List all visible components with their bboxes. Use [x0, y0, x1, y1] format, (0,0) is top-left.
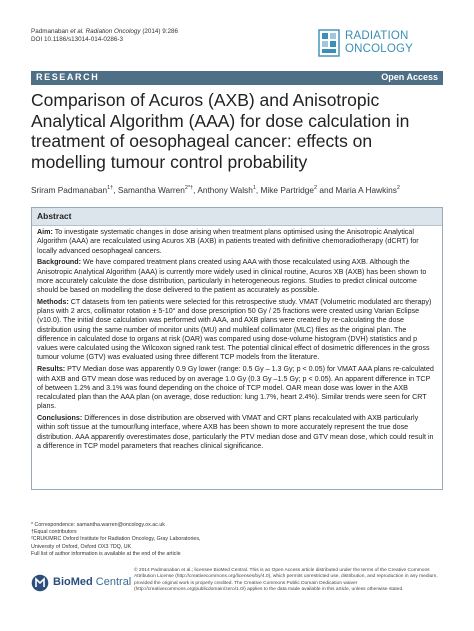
biomed-central-logo-icon — [31, 574, 49, 592]
author-name[interactable]: Samantha Warren — [117, 184, 185, 195]
correspondence-note[interactable]: * Correspondence: samantha.warren@oncology.ox.ac.uk — [31, 522, 165, 528]
section-text: CT datasets from ten patients were selected for this retrospective study. VMAT (Volumetric modulated arc therapy) plans with 2 arcs, collimator rotation ± 5-10° and dose prescription 50 Gy / 25 fractions were created using Varian Eclipse (v10.0). The initial dose calculation was performed with AAA, and AXB plans were created by re-calculating the dose distribution using the same number of monitor units (MU) and multileaf collimator (MLC) files as the original plan. The difference in calculated dose to organs at risk (OAR) was compared using dose-volume histogram (DVH) statistics and p values were calculated using the Wilcoxon signed rank test. The potential clinical effect of dosimetric differences in the gross tumour volume (GTV) was evaluated using three different TCP models from the literature. — [37, 297, 432, 362]
abstract-methods — [37, 298, 437, 363]
publisher-bold: BioMed — [53, 576, 93, 588]
affiliation-note: ²CRUK/MRC Oxford Institute for Radiation Oncology, Gray Laboratories, — [31, 536, 201, 543]
abstract-results — [37, 365, 437, 411]
publisher-logo[interactable] — [31, 573, 131, 595]
author-name[interactable]: Anthony Walsh — [197, 184, 253, 195]
author-affiliation: 1 — [252, 185, 256, 191]
abstract-body — [37, 228, 437, 454]
author-list: Sriram Padmanaban$^{1\dagger}$, Samantha Warren$^{2*\dagger}$, Anthony Walsh$^1$, Mike Partridge$^2$ and Maria A Hawkins$^2$ — [31, 184, 400, 195]
citation-block — [31, 28, 178, 44]
abstract-aim — [37, 228, 437, 256]
abstract-heading: Abstract — [37, 211, 72, 221]
section-banner — [31, 71, 443, 85]
section-text: Differences in dose distribution are observed with VMAT and CRT plans recalculated with AXB particularly within soft tissue at the tumour/lung interface, where AXB has been shown to more accurately represent the true dose distribution. AAA apparently overestimates dose, particularly the PTV median dose and GTV mean dose, which could result in a difference in TCP model parameters that reaches clinical significance. — [37, 414, 434, 450]
citation-volume: (2014) 9:286 — [140, 28, 179, 35]
journal-logo[interactable] — [318, 27, 448, 61]
article-title: Comparison of Acuros (AXB) and Anisotropic Analytical Algorithm (AAA) for dose calculation in treatment of oesophageal cancer: effects on modelling tumour control probability — [31, 90, 410, 172]
section-text: We have compared treatment plans created using AAA with those recalculated using AXB. Although the Anisotropic Analytical Algorithm (AAA) is currently more widely used in clinical routine, Acuros XB (AXB) has been shown to more accurately calculate the dose distribution, particularly in heterogeneous regions. Studies to predict clinical outcome should be based on modelling the dose delivered to the patient as accurately as possible. — [37, 258, 427, 295]
section-label: Background: — [37, 258, 82, 267]
affiliation-note: University of Oxford, Oxford OX3 7DQ, UK — [31, 543, 132, 550]
author-name[interactable]: Mike Partridge — [260, 184, 314, 195]
abstract-box — [31, 207, 443, 490]
author-name[interactable]: Sriram Padmanaban — [31, 184, 108, 195]
publisher-light: Central — [92, 576, 132, 588]
publisher-logo-text — [53, 576, 131, 588]
section-label: RESEARCH — [36, 72, 100, 82]
footnotes — [31, 522, 231, 558]
abstract-conclusions — [37, 414, 437, 451]
open-access-label: Open Access — [381, 72, 438, 82]
journal-logo-line1: RADIATION — [345, 30, 409, 42]
section-label: Results: — [37, 365, 66, 374]
author-affiliation: 2 — [396, 185, 400, 191]
section-label: Aim: — [37, 228, 53, 236]
author-affiliation: 1† — [107, 185, 114, 191]
journal-logo-text — [345, 30, 413, 56]
citation-authors: Padmanaban — [31, 28, 71, 35]
citation-journal: et al. Radiation Oncology — [70, 28, 141, 35]
abstract-background — [37, 258, 437, 295]
author-info-note: Full list of author information is available at the end of the article — [31, 550, 181, 557]
section-text: To investigate systematic changes in dose arising when treatment plans optimised using the Anisotropic Analytical Algorithm (AAA) are recalculated using Acuros XB (AXB) in patients treated with definitive chemoradiotherapy (dCRT) for locally advanced oesophageal cancers. — [37, 228, 419, 255]
section-label: Methods: — [37, 297, 69, 306]
equal-contributors-note: †Equal contributors — [31, 529, 77, 536]
citation-line — [31, 28, 178, 36]
doi[interactable]: DOI 10.1186/s13014-014-0286-3 — [31, 36, 123, 44]
section-text: PTV Median dose was apparently 0.9 Gy lower (range: 0.5 Gy – 1.3 Gy; p < 0.05) for VMAT AAA plans re-calculated with AXB and GTV mean dose was reduced by on average 1.0 Gy (0.3 Gy –1.5 Gy; p < 0.05). An apparent difference in TCP of between 1.2% and 3.1% was found depending on the choice of TCP model. OAR mean dose was lower in the AXB recalculated plan than the AAA plan (on average, dose reduction: lung 1.7%, heart 2.4%). Similar trends were seen for CRT plans. — [37, 365, 434, 411]
author-affiliation: 2*† — [184, 185, 194, 191]
journal-logo-icon — [318, 29, 340, 57]
abstract-heading-bar — [32, 208, 442, 226]
license-text: © 2014 Padmanaban et al.; licensee BioMed Central. This is an Open Access article distributed under the terms of the Creative Commons Attribution License (http://creativecommons.org/licenses/by/4.0), which permits unrestricted use, distribution, and reproduction in any medium, provided the original work is properly credited. The Creative Commons Public Domain Dedication waiver (http://creativecommons.org/publicdomain/zero/1.0/) applies to the data made available in this article, unless otherwise stated. — [134, 568, 438, 592]
section-label: Conclusions: — [37, 414, 83, 423]
journal-logo-line2: ONCOLOGY — [345, 43, 414, 55]
author-name[interactable]: Maria A Hawkins — [335, 184, 397, 195]
author-affiliation: 2 — [314, 185, 318, 191]
